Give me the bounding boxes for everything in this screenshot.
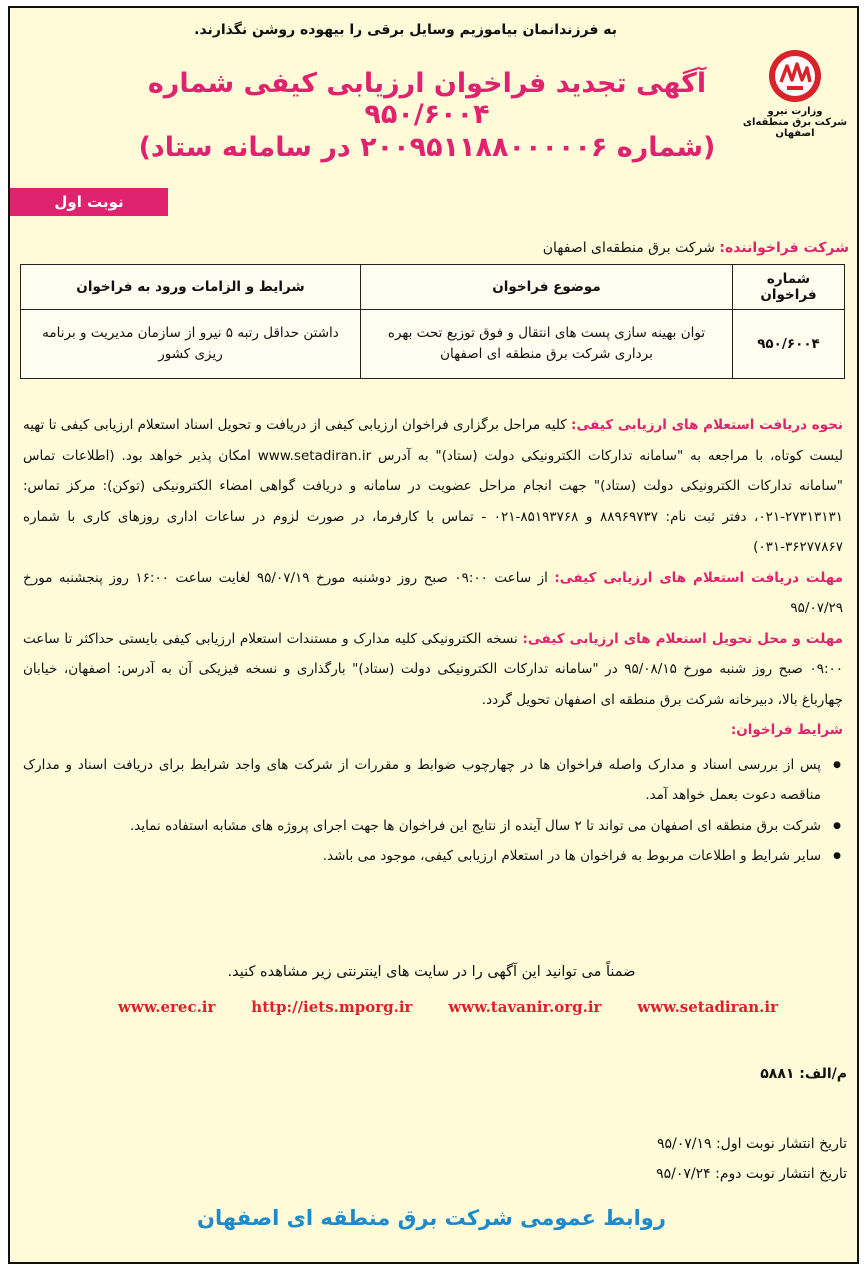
receive-paragraph <box>23 410 843 563</box>
website-link[interactable]: www.erec.ir <box>118 998 216 1016</box>
ministry-label: وزارت نیرو <box>767 106 823 117</box>
publish-date-first: تاریخ انتشار نوبت اول: ۹۵/۰۷/۱۹ <box>656 1136 847 1152</box>
list-item: ● شرکت برق منطقه ای اصفهان می تواند تا ۲ سال آینده از نتایج این فراخوان ها جهت اجرای پروژه های مشابه استفاده نماید. <box>23 811 821 842</box>
company-logo <box>741 48 849 139</box>
round-badge: نوبت اول <box>10 188 168 216</box>
table-row <box>21 310 845 379</box>
deadline-receive-label: مهلت دریافت استعلام های ارزیابی کیفی: <box>554 569 843 586</box>
conditions-list <box>23 750 843 872</box>
sites-note: ضمناً می توانید این آگهی را در سایت های اینترنتی زیر مشاهده کنید. <box>227 964 636 980</box>
table-header: موضوع فراخوان <box>361 265 733 310</box>
conditions-heading <box>23 715 843 746</box>
table-cell-number: ۹۵۰/۶۰۰۴ <box>733 310 845 379</box>
receive-label: نحوه دریافت استعلام های ارزیابی کیفی: <box>571 417 843 433</box>
reference-number: م/الف: ۵۸۸۱ <box>760 1066 847 1082</box>
website-link[interactable]: www.setadiran.ir <box>637 998 778 1016</box>
deadline-submit-label: مهلت و محل تحویل استعلام های ارزیابی کیفی: <box>522 630 844 647</box>
top-note: به فرزندانمان بیاموزیم وسایل برقی را بیهوده روشن نگذارند. <box>194 22 617 38</box>
receive-text: کلیه مراحل برگزاری فراخوان ارزیابی کیفی از دریافت و تحویل اسناد استعلام ارزیابی کیفی تا تهیه لیست کوتاه، با مراجعه به "سامانه تدارکات الکترونیکی دولت (ستاد)" به آدرس www.setadiran.ir امکان پذیر خواهد بود. (اطلاعات تماس "سامانه تدارکات الکترونیکی دولت (ستاد)" جهت انجام مراحل عضویت در سامانه و دریافت گواهی امضاء الکترونیکی (توکن): مرکز تماس: ۲۷۳۱۳۱۳۱-۰۲۱، دفتر ثبت نام: ۸۸۹۶۹۷۳۷ و ۸۵۱۹۳۷۶۸-۰۲۱ - تماس با کارفرما، در صورت لزوم در ساعات اداری روزهای کاری با شماره ۳۶۲۷۷۸۶۷-۰۳۱) <box>23 417 844 555</box>
caller-label: شرکت فراخواننده: <box>719 240 849 256</box>
conditions-label: شرایط فراخوان: <box>730 722 843 738</box>
tavanir-logo-icon <box>767 48 823 104</box>
caller-line <box>543 240 849 256</box>
tender-table <box>20 264 845 379</box>
deadline-submit-paragraph <box>23 624 843 716</box>
table-cell-subject: توان بهینه سازی پست های انتقال و فوق توزیع تحت بهره برداری شرکت برق منطقه ای اصفهان <box>361 310 733 379</box>
announcement-page <box>8 6 859 1264</box>
company-label: شرکت برق منطقه‌ای اصفهان <box>742 117 848 139</box>
table-header: شرایط و الزامات ورود به فراخوان <box>21 265 361 310</box>
table-header-row <box>21 265 845 310</box>
table-header: شماره فراخوان <box>733 265 845 310</box>
website-link[interactable]: http://iets.mporg.ir <box>251 998 413 1016</box>
deadline-receive-paragraph <box>23 563 843 624</box>
title-line-2: (شماره ۲۰۰۹۵۱۱۸۸۰۰۰۰۰۶ در سامانه ستاد) <box>138 132 716 163</box>
publish-date-second: تاریخ انتشار نوبت دوم: ۹۵/۰۷/۲۴ <box>656 1166 847 1182</box>
list-item: ● پس از بررسی اسناد و مدارک واصله فراخوان ها در چهارچوب ضوابط و مقررات از شرکت های واجد شرایط برای دریافت اسناد و مدارک مناقصه دعوت بعمل خواهد آمد. <box>23 750 821 811</box>
title-line-1: آگهی تجدید فراخوان ارزیابی کیفی شماره ۹۵۰/۶۰۰۴ <box>147 68 707 130</box>
announcement-body <box>23 410 843 872</box>
caller-value: شرکت برق منطقه‌ای اصفهان <box>542 240 715 256</box>
footer-signature: روابط عمومی شرکت برق منطقه ای اصفهان <box>197 1206 666 1230</box>
list-item: ● سایر شرایط و اطلاعات مربوط به فراخوان ها در استعلام ارزیابی کیفی، موجود می باشد. <box>23 841 821 872</box>
website-list <box>118 998 778 1016</box>
table-cell-requirements: داشتن حداقل رتبه ۵ نیرو از سازمان مدیریت و برنامه ریزی کشور <box>21 310 361 379</box>
deadline-submit-text: نسخه الکترونیکی کلیه مدارک و مستندات استعلام ارزیابی کیفی بایستی حداکثر تا ساعت ۰۹:۰۰ صبح روز شنبه مورخ ۹۵/۰۸/۱۵ در "سامانه تدارکات الکترونیکی دولت (ستاد)" بارگذاری و نسخه فیزیکی آن به آدرس: اصفهان، خیابان چهارباغ بالا، دبیرخانه شرکت برق منطقه ای اصفهان تحویل گردد. <box>23 630 843 708</box>
deadline-receive-text: از ساعت ۰۹:۰۰ صبح روز دوشنبه مورخ ۹۵/۰۷/۱۹ لغایت ساعت ۱۶:۰۰ روز پنجشنبه مورخ ۹۵/۰۷/۲۹ <box>23 569 843 616</box>
website-link[interactable]: www.tavanir.org.ir <box>448 998 602 1016</box>
